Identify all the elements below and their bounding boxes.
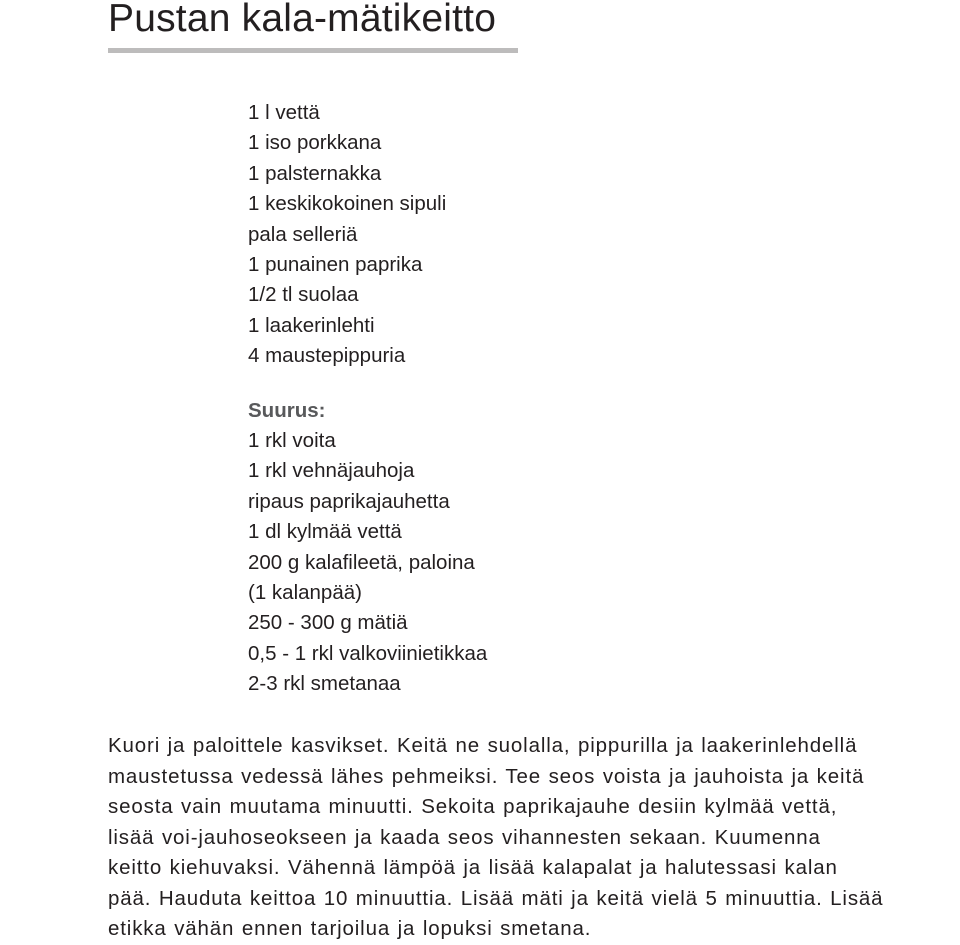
instructions-line: Kuori ja paloittele kasvikset. Keitä ne suolalla, pippurilla ja laakerinlehdellä — [108, 734, 858, 757]
title-underline — [108, 48, 518, 53]
instructions-line: etikka vähän ennen tarjoilua ja lopuksi smetana. — [108, 917, 592, 940]
thickening-ingredient-item: 1 rkl vehnäjauhoja — [248, 459, 415, 483]
instructions-line: keitto kiehuvaksi. Vähennä lämpöä ja lisää kalapalat ja halutessasi kalan — [108, 856, 838, 879]
thickening-ingredient-item: (1 kalanpää) — [248, 581, 362, 605]
ingredient-item: 1 palsternakka — [248, 161, 382, 185]
thickening-ingredient-item: 2-3 rkl smetanaa — [248, 672, 401, 696]
instructions-line: maustetussa vedessä lähes pehmeiksi. Tee seos voista ja jauhoista ja keitä — [108, 764, 865, 788]
ingredient-item: 1 laakerinlehti — [248, 313, 375, 337]
ingredient-item: 1 punainen paprika — [248, 253, 423, 277]
ingredient-item: 1 iso porkkana — [248, 131, 382, 155]
thickening-ingredient-item: ripaus paprikajauhetta — [248, 489, 450, 513]
ingredient-item: pala selleriä — [248, 222, 358, 246]
thickening-ingredient-item: 1 rkl voita — [248, 429, 336, 452]
ingredient-item: 4 maustepippuria — [248, 344, 406, 368]
recipe-title: Pustan kala-mätikeitto — [108, 0, 497, 40]
instructions-line: lisää voi-jauhoseokseen ja kaada seos vihannesten sekaan. Kuumenna — [108, 825, 821, 849]
thickening-heading: Suurus: — [248, 399, 326, 422]
thickening-ingredient-list — [248, 426, 487, 700]
ingredient-item: 1/2 tl suolaa — [248, 283, 359, 307]
thickening-ingredient-item: 200 g kalafileetä, paloina — [248, 550, 475, 574]
thickening-ingredient-item: 0,5 - 1 rkl valkoviinietikkaa — [248, 641, 488, 665]
ingredient-item: 1 keskikokoinen sipuli — [248, 192, 447, 216]
thickening-ingredient-item: 1 dl kylmää vettä — [248, 520, 402, 544]
instructions-line: seosta vain muutama minuutti. Sekoita paprikajauhe desiin kylmää vettä, — [108, 795, 838, 818]
instructions-line: pää. Hauduta keittoa 10 minuuttia. Lisää mäti ja keitä vielä 5 minuuttia. Lisää — [108, 886, 884, 910]
ingredient-item: 1 l vettä — [248, 101, 320, 124]
thickening-ingredient-item: 250 - 300 g mätiä — [248, 611, 408, 635]
ingredient-list — [248, 98, 446, 372]
instructions-paragraph — [108, 731, 883, 945]
